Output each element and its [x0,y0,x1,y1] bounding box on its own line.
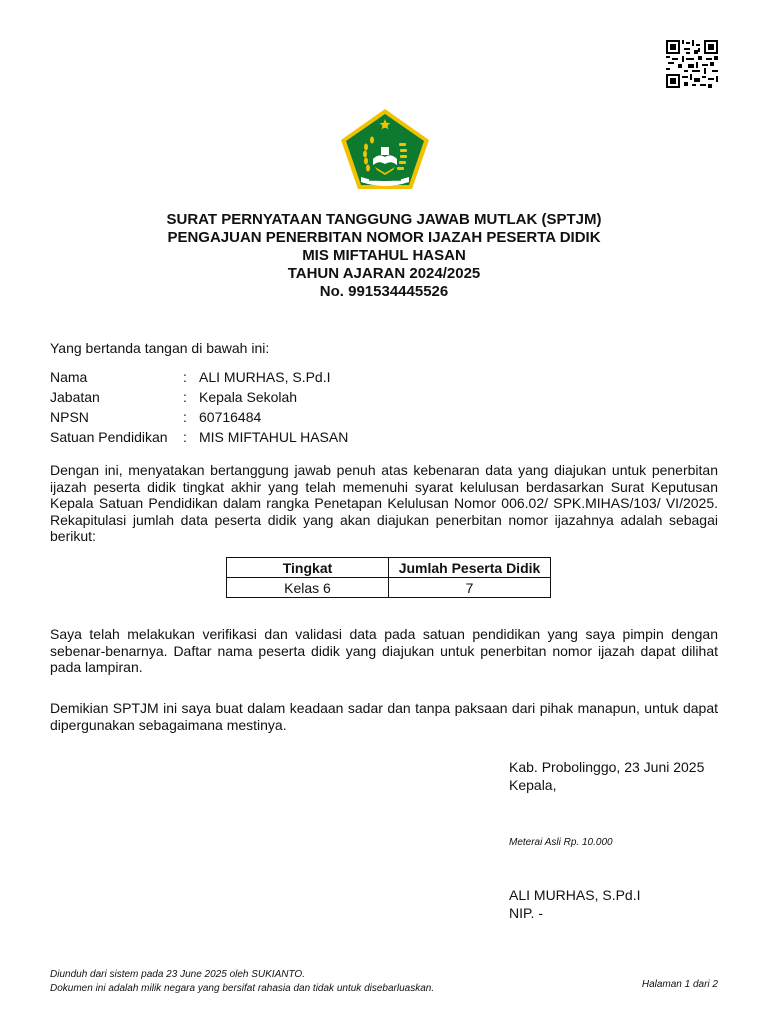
recap-header-row [227,558,551,578]
footer-confidential: Dokumen ini adalah milik negara yang bersifat rahasia dan tidak untuk disebarluaskan. [50,983,435,994]
identity-label: Satuan Pendidikan [50,429,168,445]
identity-colon: : [183,389,187,405]
signature-place-date: Kab. Probolinggo, 23 Juni 2025 [509,759,705,775]
signatory-name: ALI MURHAS, S.Pd.I [509,887,641,903]
document-title [0,211,768,301]
intro-text: Yang bertanda tangan di bawah ini: [50,340,270,356]
identity-value: 60716484 [199,409,262,425]
kemenag-logo [339,107,431,191]
identity-row [50,389,348,409]
identity-table [50,369,348,449]
identity-value: MIS MIFTAHUL HASAN [199,429,349,445]
identity-label: Jabatan [50,389,100,405]
signature-position: Kepala, [509,777,557,793]
recap-header-tingkat: Tingkat [227,558,389,578]
title-line-1: SURAT PERNYATAAN TANGGUNG JAWAB MUTLAK (SPTJM) [166,211,602,228]
identity-colon: : [183,409,187,425]
recap-cell-tingkat: Kelas 6 [227,578,389,598]
identity-label: NPSN [50,409,89,425]
verification-paragraph: Saya telah melakukan verifikasi dan validasi data pada satuan pendidikan yang saya pimpin dengan sebenar-benarnya. Daftar nama peserta didik yang diajukan untuk penerbitan nomor ijazah dapat dilihat pada lampiran. [50,626,718,675]
footer-note [50,968,434,996]
identity-row [50,369,348,389]
signatory-nip: NIP. - [509,905,543,921]
title-line-4: TAHUN AJARAN 2024/2025 [287,265,481,282]
identity-colon: : [183,369,187,385]
statement-paragraph: Dengan ini, menyatakan bertanggung jawab penuh atas kebenaran data yang diajukan untuk penerbitan ijazah peserta didik tingkat akhir yang telah memenuhi syarat kelulusan berdasarkan Surat Keputusan Kepala Satuan Pendidikan dalam rangka Penetapan Kelulusan Nomor 006.02/ SPK.MIHAS/103/ VI/2025. Rekapitulasi jumlah data peserta didik yang akan diajukan penerbitan nomor ijazahnya adalah sebagai berikut: [50,462,718,544]
identity-label: Nama [50,369,88,385]
identity-value: Kepala Sekolah [199,389,298,405]
recap-cell-jumlah: 7 [389,578,551,598]
page-number: Halaman 1 dari 2 [641,979,718,990]
table-row [227,578,551,598]
meterai-note: Meterai Asli Rp. 10.000 [509,837,613,848]
title-line-2: PENGAJUAN PENERBITAN NOMOR IJAZAH PESERTA DIDIK [167,229,601,246]
recap-table [226,557,551,598]
identity-value: ALI MURHAS, S.Pd.I [199,369,331,385]
title-line-3: MIS MIFTAHUL HASAN [302,247,466,264]
footer-download-info: Diunduh dari sistem pada 23 June 2025 oleh SUKIANTO. [50,969,305,980]
identity-row [50,409,348,429]
qr-code [666,40,718,88]
identity-row [50,429,348,449]
identity-colon: : [183,429,187,445]
recap-header-jumlah: Jumlah Peserta Didik [389,558,551,578]
closing-paragraph: Demikian SPTJM ini saya buat dalam keadaan sadar dan tanpa paksaan dari pihak manapun, untuk dapat dipergunakan sebagaimana mestinya. [50,700,718,733]
signature-block [509,758,704,922]
document-number: No. 991534445526 [319,283,449,300]
